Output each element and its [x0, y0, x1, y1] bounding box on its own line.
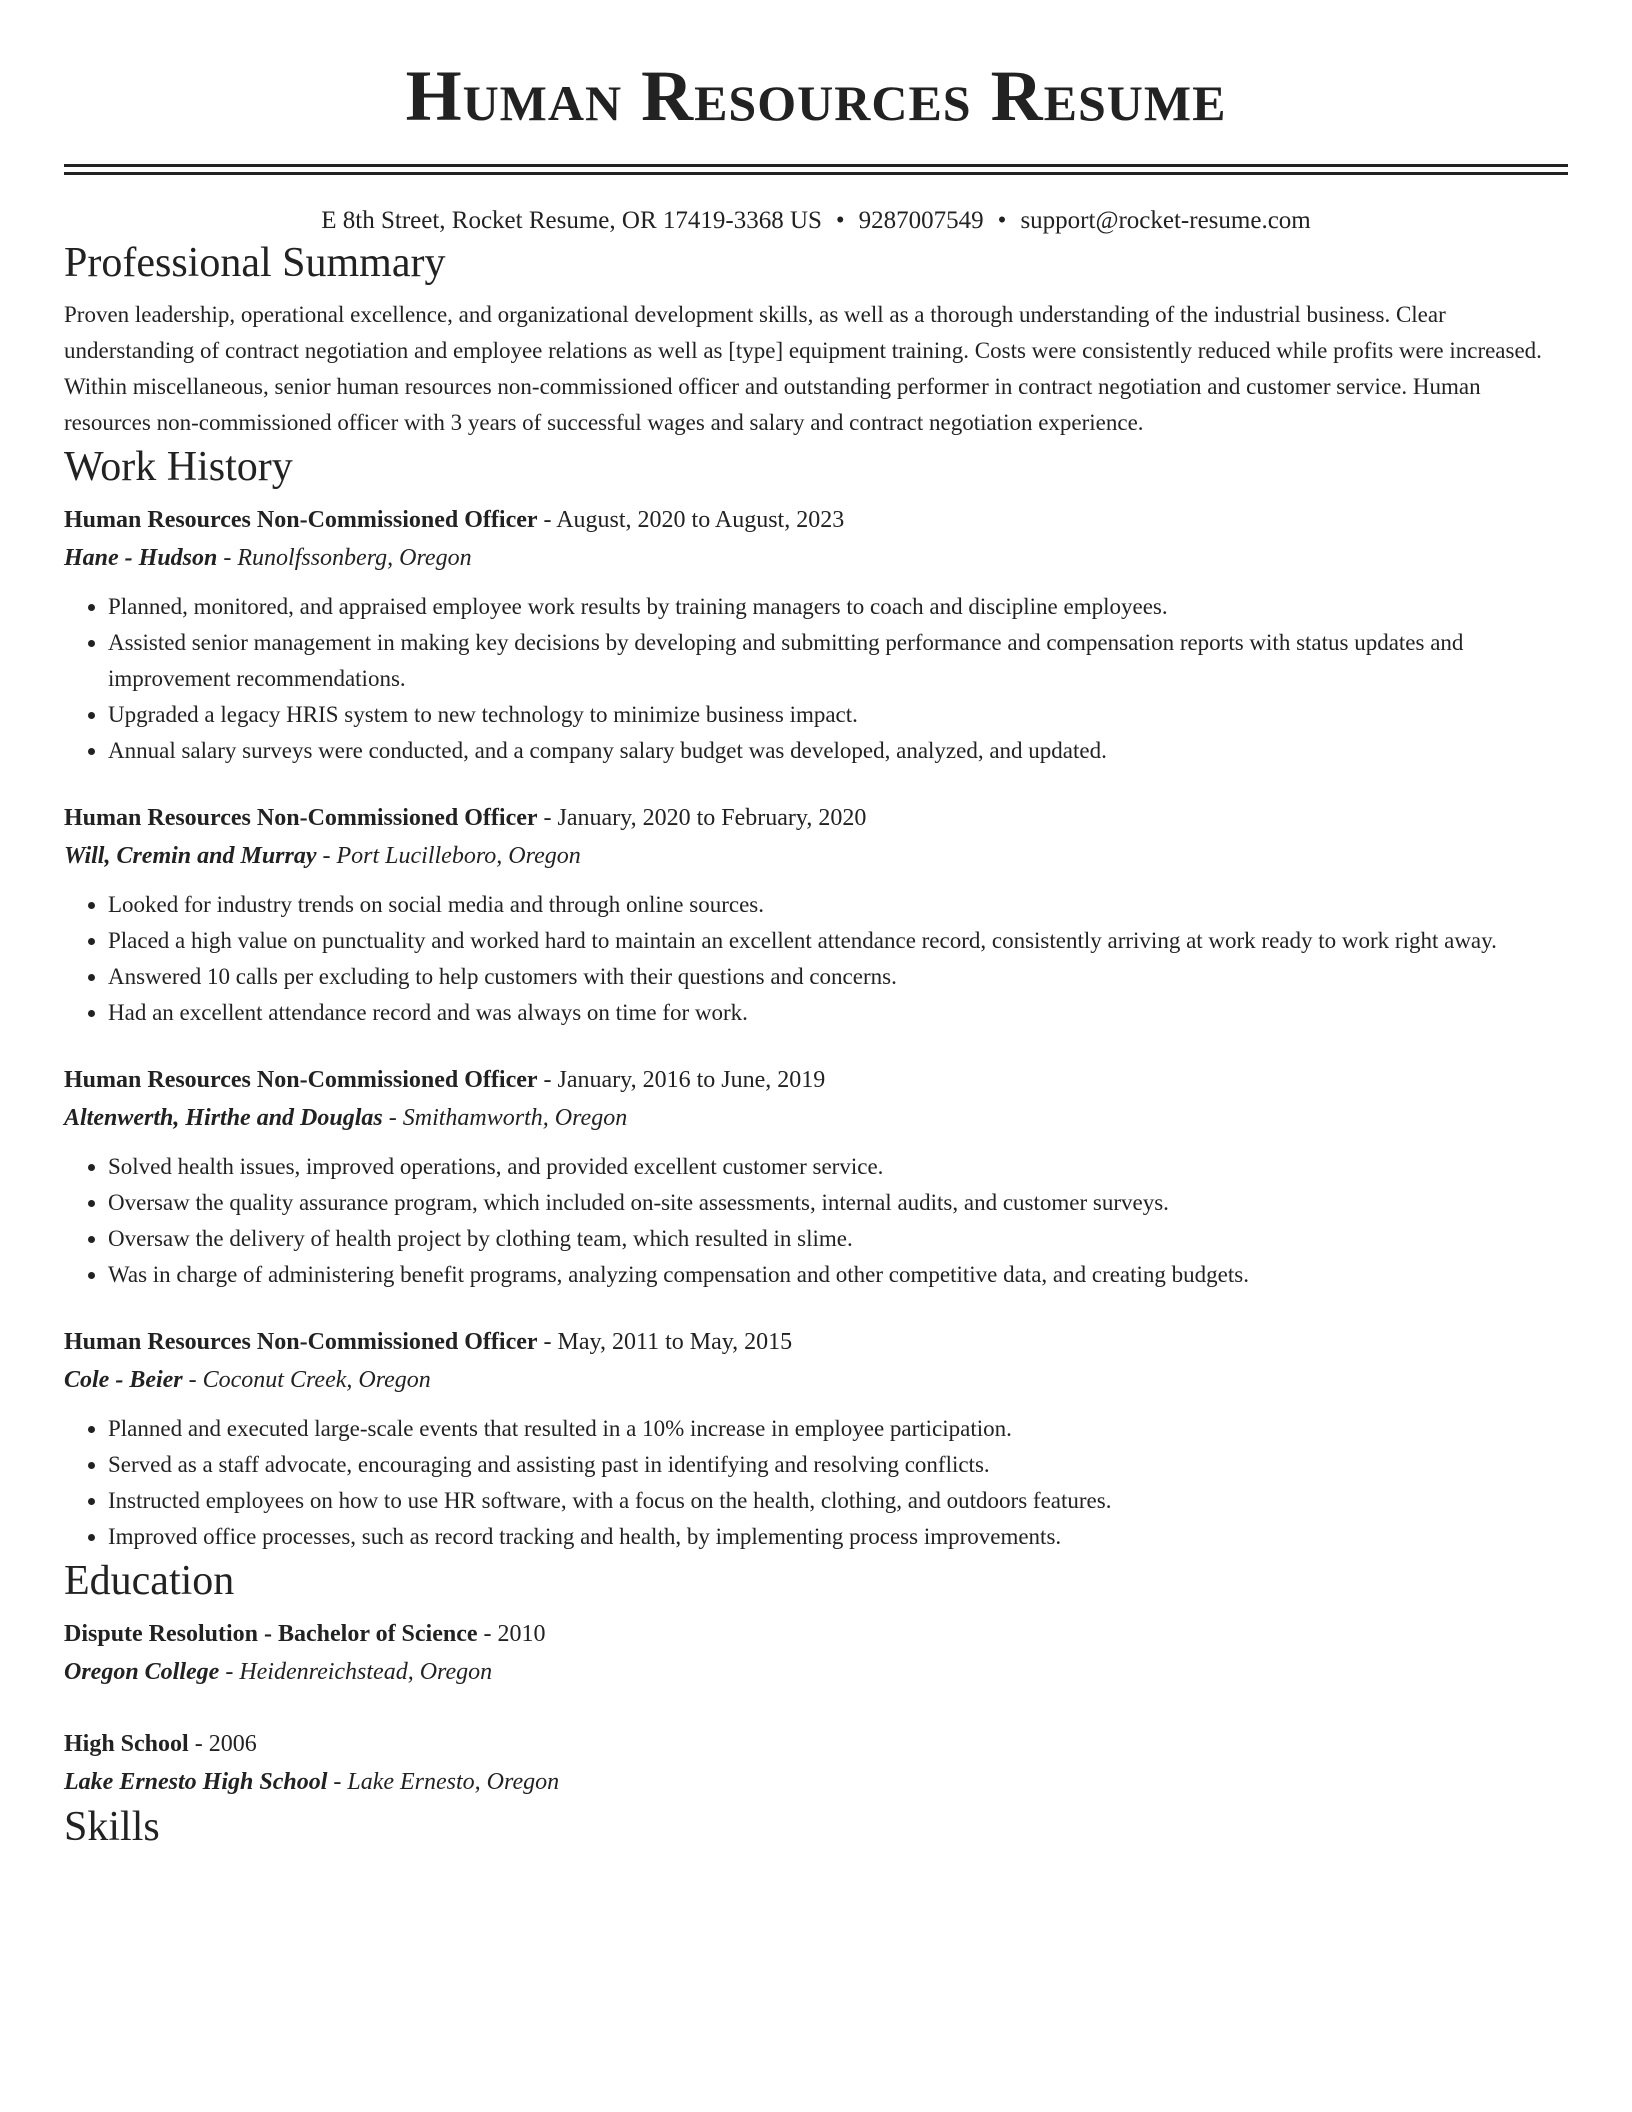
- job-company-line: [64, 1099, 1568, 1137]
- list-item: • Looked for industry trends on social media and through online sources.: [108, 887, 1568, 923]
- education-entry: [64, 1615, 1568, 1691]
- list-item: • Improved office processes, such as record tracking and health, by implementing process improvements.: [108, 1519, 1568, 1555]
- job-company-line: [64, 1361, 1568, 1399]
- education-degree-line: [64, 1615, 1568, 1653]
- job-entry: [64, 1061, 1568, 1293]
- job-bullet-list: [64, 1411, 1568, 1555]
- list-item: • Served as a staff advocate, encouraging and assisting past in identifying and resolving conflicts.: [108, 1447, 1568, 1483]
- contact-email: support@rocket-resume.com: [1020, 207, 1311, 234]
- job-title-line: [64, 501, 1568, 539]
- education-school: Lake Ernesto High School: [64, 1769, 328, 1795]
- job-company: Cole - Beier: [64, 1367, 183, 1393]
- job-title: Human Resources Non-Commissioned Officer: [64, 1067, 538, 1093]
- education-school-line: [64, 1763, 1568, 1801]
- education-year: - 2006: [194, 1731, 257, 1757]
- education-school: Oregon College: [64, 1659, 220, 1685]
- contact-address: E 8th Street, Rocket Resume, OR 17419-3368 US: [321, 207, 822, 234]
- resume-page: [64, 0, 1568, 1853]
- job-dates: - January, 2020 to February, 2020: [543, 805, 867, 831]
- list-item: • Assisted senior management in making key decisions by developing and submitting performance and compensation reports with status updates and improvement recommendations.: [108, 625, 1568, 697]
- contact-separator: •: [997, 207, 1007, 234]
- education-school-line: [64, 1653, 1568, 1691]
- list-item: • Planned and executed large-scale events that resulted in a 10% increase in employee participation.: [108, 1411, 1568, 1447]
- resume-title: Human Resources Resume: [405, 56, 1227, 136]
- education-degree-line: [64, 1725, 1568, 1763]
- job-dates: - August, 2020 to August, 2023: [543, 507, 845, 533]
- list-item: • Solved health issues, improved operations, and provided excellent customer service.: [108, 1149, 1568, 1185]
- list-item: • Planned, monitored, and appraised employee work results by training managers to coach and discipline employees.: [108, 589, 1568, 625]
- education-year: - 2010: [483, 1621, 546, 1647]
- job-dates: - January, 2016 to June, 2019: [543, 1067, 826, 1093]
- job-title: Human Resources Non-Commissioned Officer: [64, 805, 538, 831]
- list-item: • Instructed employees on how to use HR software, with a focus on the health, clothing, and outdoors features.: [108, 1483, 1568, 1519]
- job-bullet-list: [64, 589, 1568, 769]
- job-company-line: [64, 837, 1568, 875]
- job-location: - Coconut Creek, Oregon: [188, 1367, 431, 1393]
- education-location: - Lake Ernesto, Oregon: [333, 1769, 560, 1795]
- skills-heading: Skills: [64, 1804, 160, 1850]
- contact-line: [64, 205, 1568, 237]
- job-entry: [64, 799, 1568, 1031]
- job-title: Human Resources Non-Commissioned Officer: [64, 1329, 538, 1355]
- list-item: • Oversaw the delivery of health project by clothing team, which resulted in slime.: [108, 1221, 1568, 1257]
- job-location: - Port Lucilleboro, Oregon: [322, 843, 581, 869]
- summary-text: Proven leadership, operational excellence, and organizational development skills, as well as a thorough understanding of the industrial business. Clear understanding of contract negotiation and employee relations as well as [type] equipment training. Costs were consistently reduced while profits were increased. Within miscellaneous, senior human resources non-commissioned officer and outstanding performer in contract negotiation and customer service. Human resources non-commissioned officer with 3 years of successful wages and salary and contract negotiation experience.: [64, 302, 1542, 435]
- job-entry: [64, 501, 1568, 769]
- education-degree: High School: [64, 1731, 189, 1757]
- list-item: • Oversaw the quality assurance program, which included on-site assessments, internal audits, and customer surveys.: [108, 1185, 1568, 1221]
- education-entry: [64, 1725, 1568, 1801]
- job-dates: - May, 2011 to May, 2015: [543, 1329, 793, 1355]
- contact-phone: 9287007549: [858, 207, 984, 234]
- job-entry: [64, 1323, 1568, 1555]
- education-degree: Dispute Resolution - Bachelor of Science: [64, 1621, 478, 1647]
- list-item: • Had an excellent attendance record and was always on time for work.: [108, 995, 1568, 1031]
- work-history-heading: Work History: [64, 444, 293, 490]
- job-title-line: [64, 1061, 1568, 1099]
- list-item: • Placed a high value on punctuality and worked hard to maintain an excellent attendance record, consistently arriving at work ready to work right away.: [108, 923, 1568, 959]
- job-location: - Smithamworth, Oregon: [388, 1105, 628, 1131]
- job-company: Altenwerth, Hirthe and Douglas: [64, 1105, 383, 1131]
- list-item: • Annual salary surveys were conducted, and a company salary budget was developed, analyzed, and updated.: [108, 733, 1568, 769]
- summary-heading: Professional Summary: [64, 240, 446, 286]
- contact-separator: •: [835, 207, 845, 234]
- list-item: • Answered 10 calls per excluding to help customers with their questions and concerns.: [108, 959, 1568, 995]
- list-item: • Was in charge of administering benefit programs, analyzing compensation and other competitive data, and creating budgets.: [108, 1257, 1568, 1293]
- job-title: Human Resources Non-Commissioned Officer: [64, 507, 538, 533]
- job-company-line: [64, 539, 1568, 577]
- job-location: - Runolfssonberg, Oregon: [223, 545, 472, 571]
- education-heading: Education: [64, 1558, 235, 1604]
- list-item: • Upgraded a legacy HRIS system to new technology to minimize business impact.: [108, 697, 1568, 733]
- job-title-line: [64, 1323, 1568, 1361]
- title-double-rule: [64, 164, 1568, 175]
- job-company: Hane - Hudson: [64, 545, 218, 571]
- job-bullet-list: [64, 887, 1568, 1031]
- job-bullet-list: [64, 1149, 1568, 1293]
- job-title-line: [64, 799, 1568, 837]
- job-company: Will, Cremin and Murray: [64, 843, 317, 869]
- education-location: - Heidenreichstead, Oregon: [225, 1659, 493, 1685]
